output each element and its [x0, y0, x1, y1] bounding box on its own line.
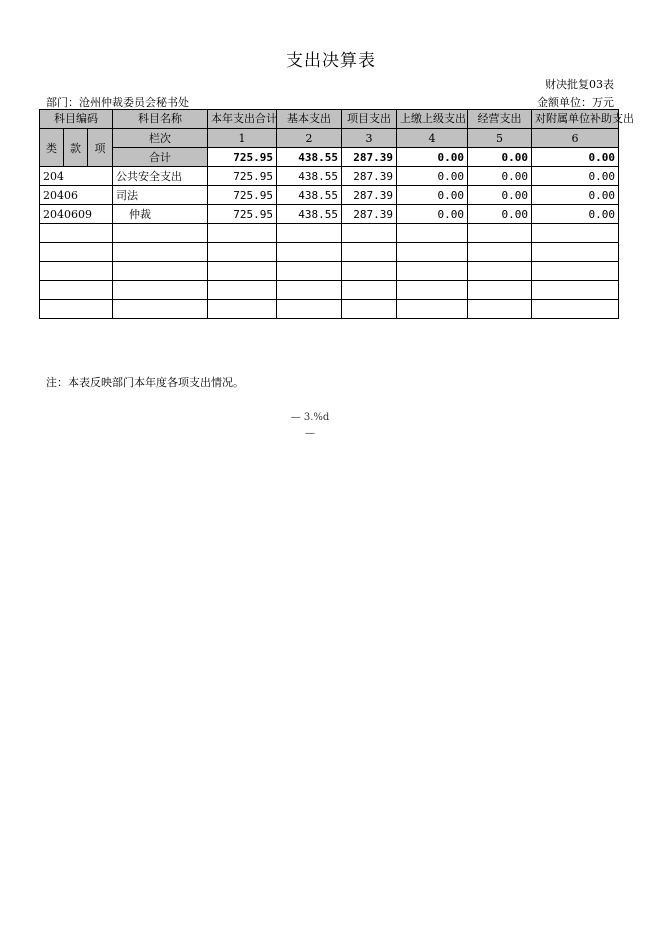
row-cell: 0.00: [397, 186, 468, 205]
header-xiang: 项: [88, 129, 113, 167]
header-kuan: 款: [64, 129, 88, 167]
header-lei: 类: [40, 129, 64, 167]
table-row: [40, 186, 619, 205]
page-number: [0, 410, 620, 442]
unit-label: 金额单位：万元: [537, 96, 614, 109]
total-cell: 0.00: [532, 148, 619, 167]
row-cell: 0.00: [532, 186, 619, 205]
header-name: 科目名称: [113, 110, 208, 129]
row-cell: 0.00: [532, 205, 619, 224]
row-code: 204: [40, 167, 113, 186]
header-code: 科目编码: [40, 110, 113, 129]
row-cell: 0.00: [468, 205, 532, 224]
header-subsidy: 对附属单位补助支出: [532, 110, 619, 129]
empty-row: [40, 281, 619, 300]
row-cell: 725.95: [208, 205, 277, 224]
column-number: 5: [468, 129, 532, 148]
row-cell: 0.00: [468, 167, 532, 186]
form-number: 财决批复03表: [545, 78, 614, 91]
total-cell: 725.95: [208, 148, 277, 167]
total-row: [40, 148, 619, 167]
row-cell: 0.00: [468, 186, 532, 205]
row-cell: 0.00: [397, 167, 468, 186]
total-cell: 0.00: [468, 148, 532, 167]
total-cell: 438.55: [277, 148, 342, 167]
row-cell: 0.00: [397, 205, 468, 224]
column-number: 1: [208, 129, 277, 148]
header-project: 项目支出: [342, 110, 397, 129]
row-name: 司法: [113, 186, 208, 205]
total-cell: 287.39: [342, 148, 397, 167]
column-number: 4: [397, 129, 468, 148]
column-number: 3: [342, 129, 397, 148]
row-cell: 0.00: [532, 167, 619, 186]
department-label: 部门：沧州仲裁委员会秘书处: [46, 96, 189, 109]
total-cell: 0.00: [397, 148, 468, 167]
header-row: [40, 110, 619, 129]
empty-row: [40, 243, 619, 262]
column-number: 6: [532, 129, 619, 148]
row-name: 仲裁: [113, 205, 208, 224]
row-cell: 287.39: [342, 205, 397, 224]
row-code: 2040609: [40, 205, 113, 224]
column-number-row: [40, 129, 619, 148]
page-number-line: — 3.%d: [290, 412, 330, 423]
row-name: 公共安全支出: [113, 167, 208, 186]
page-title: 支出决算表: [286, 51, 376, 71]
empty-row: [40, 224, 619, 243]
row-cell: 438.55: [277, 205, 342, 224]
column-number: 2: [277, 129, 342, 148]
header-business: 经营支出: [468, 110, 532, 129]
empty-row: [40, 300, 619, 319]
row-cell: 438.55: [277, 167, 342, 186]
table-note: 注：本表反映部门本年度各项支出情况。: [46, 376, 244, 389]
expenditure-table: [39, 109, 634, 319]
table-row: [40, 205, 619, 224]
total-label: 合计: [113, 148, 208, 167]
header-total: 本年支出合计: [208, 110, 277, 129]
page-number-line: —: [305, 428, 315, 439]
header-basic: 基本支出: [277, 110, 342, 129]
row-cell: 287.39: [342, 186, 397, 205]
empty-row: [40, 262, 619, 281]
row-cell: 438.55: [277, 186, 342, 205]
table-row: [40, 167, 619, 186]
row-cell: 287.39: [342, 167, 397, 186]
row-cell: 725.95: [208, 186, 277, 205]
header-column-label: 栏次: [113, 129, 208, 148]
header-upper: 上缴上级支出: [397, 110, 468, 129]
row-code: 20406: [40, 186, 113, 205]
row-cell: 725.95: [208, 167, 277, 186]
